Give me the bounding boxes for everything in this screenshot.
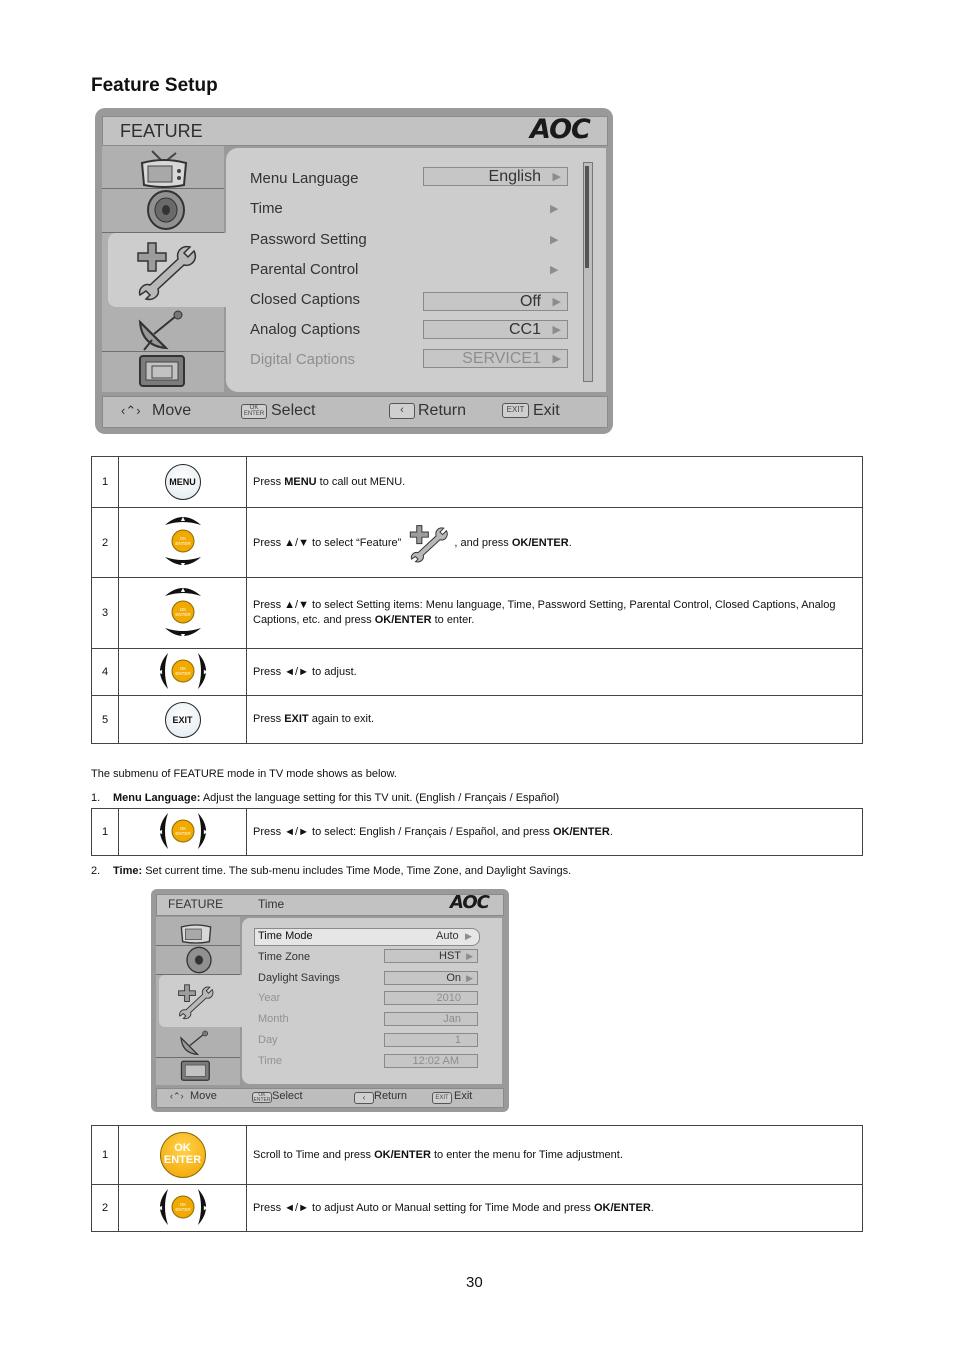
exit-key-icon: EXIT <box>502 403 529 418</box>
speaker-icon <box>138 189 188 231</box>
sidebar-item-channel[interactable] <box>156 1029 240 1058</box>
osd-title: FEATURE <box>120 121 203 141</box>
value-daylight-savings[interactable]: On ▶ <box>384 971 478 985</box>
pc-screen-icon <box>138 354 188 392</box>
sidebar-item-pc[interactable] <box>156 1058 240 1085</box>
sidebar-item-feature[interactable] <box>159 975 243 1027</box>
svg-text:ENTER: ENTER <box>174 830 191 836</box>
enter-key-icon: OK ENTER <box>241 404 267 419</box>
steps-table-3 <box>91 1125 863 1232</box>
menu-item-parental-control[interactable]: Parental Control <box>250 261 359 278</box>
tools-icon <box>175 982 217 1020</box>
ok-enter-button-icon: OK ENTER <box>160 1132 206 1178</box>
footer-select: Select <box>272 1090 303 1102</box>
aoc-logo: AOC <box>450 892 489 913</box>
osd-sidebar <box>102 146 224 392</box>
menu-scroll-thumb[interactable] <box>585 166 589 268</box>
menu-item-time[interactable]: Time <box>250 200 283 217</box>
svg-text:OK: OK <box>179 665 186 671</box>
value-time-mode[interactable]: Auto <box>436 930 459 942</box>
svg-text:▲: ▲ <box>179 586 186 594</box>
aoc-logo: AOC <box>530 114 590 145</box>
left-right-ok-pad-icon <box>152 811 214 851</box>
svg-text:OK: OK <box>179 1201 186 1207</box>
footer-return: Return <box>418 402 467 419</box>
left-right-ok-pad-icon <box>152 1187 214 1227</box>
right-arrow-icon: ▶ <box>466 973 473 983</box>
svg-text:►: ► <box>202 668 209 676</box>
svg-text:ENTER: ENTER <box>174 1206 191 1212</box>
table-row: 1 MENU Press MENU to call out MENU. <box>92 457 863 508</box>
right-arrow-icon: ▶ <box>552 171 561 183</box>
right-arrow-icon: ▶ <box>552 324 561 336</box>
osd2-subtitle: Time <box>258 897 285 911</box>
exit-button-icon: EXIT <box>165 702 201 738</box>
tv-icon <box>176 917 216 945</box>
return-key-icon: ‹ <box>354 1092 374 1104</box>
tools-icon <box>132 239 202 301</box>
item1-text: 1. Menu Language: Adjust the language setting for this TV unit. (English / Français / Español) <box>91 792 560 804</box>
footer-exit: Exit <box>533 402 560 419</box>
menu-item-time: Time <box>258 1055 283 1067</box>
right-arrow-icon: ▶ <box>550 264 559 276</box>
left-right-ok-pad-icon <box>152 651 214 691</box>
value-time: 12:02 AM <box>384 1054 478 1068</box>
pc-screen-icon <box>180 1060 212 1084</box>
table-row: 2 ◄ OK ENTER ► Press ◄/► to adjust Auto or Manual setting for Time Mode and press OK/ENTER. <box>92 1185 863 1232</box>
svg-text:ENTER: ENTER <box>174 670 191 676</box>
exit-key-icon: EXIT <box>432 1092 452 1104</box>
move-icon: ‹⌃› <box>170 1091 184 1101</box>
menu-item-digital-captions: Digital Captions <box>250 351 356 368</box>
menu-item-day: Day <box>258 1034 278 1046</box>
svg-text:►: ► <box>202 828 209 836</box>
table-row: 1 OK ENTER Scroll to Time and press OK/ENTER to enter the menu for Time adjustment. <box>92 1126 863 1185</box>
right-arrow-icon: ▶ <box>550 234 559 246</box>
value-digital-captions: SERVICE1 ▶ <box>423 349 568 368</box>
value-analog-captions[interactable]: CC1 ▶ <box>423 320 568 339</box>
value-closed-captions[interactable]: Off ▶ <box>423 292 568 311</box>
right-arrow-icon: ▶ <box>465 931 472 941</box>
return-key-icon: ‹ <box>389 403 415 419</box>
enter-key-icon: OK ENTER <box>253 1092 271 1103</box>
osd2-sidebar <box>156 917 240 1085</box>
value-month: Jan <box>384 1012 478 1026</box>
page-number: 30 <box>466 1274 483 1291</box>
sidebar-item-picture[interactable] <box>156 917 240 946</box>
svg-text:OK: OK <box>179 606 186 612</box>
value-menu-language[interactable]: English ▶ <box>423 167 568 186</box>
page-heading: Feature Setup <box>91 75 218 96</box>
table-row: 5 EXIT Press EXIT again to exit. <box>92 696 863 744</box>
value-time-zone[interactable]: HST ▶ <box>384 949 478 963</box>
svg-text:ENTER: ENTER <box>174 611 191 617</box>
svg-text:▼: ▼ <box>179 562 186 569</box>
up-down-ok-pad-icon <box>163 511 203 571</box>
svg-text:►: ► <box>202 1204 209 1212</box>
sidebar-item-channel[interactable] <box>102 308 224 352</box>
menu-item-daylight-savings[interactable]: Daylight Savings <box>258 972 340 984</box>
tv-icon <box>134 149 194 189</box>
svg-text:◄: ◄ <box>156 828 163 836</box>
footer-exit: Exit <box>454 1090 473 1102</box>
steps-table-1 <box>91 456 863 744</box>
right-arrow-icon: ▶ <box>552 353 561 365</box>
menu-item-year: Year <box>258 992 281 1004</box>
tools-icon <box>406 523 452 563</box>
table-row: 1 ◄ OK ENTER ► Press ◄/► to select: English / Français / Español, and press OK/ENTER. <box>92 809 863 856</box>
menu-item-time-mode[interactable]: Time Mode <box>258 930 313 942</box>
table-row: 3 ▲ OK ENTER ▼ Press ▲/▼ to select Setting items: Menu language, Time, Password Setting, Parental Control, Closed Captions, Analog Captions, etc. and press OK/ENTER to enter. <box>92 578 863 649</box>
footer-move: Move <box>190 1090 217 1102</box>
menu-item-closed-captions[interactable]: Closed Captions <box>250 291 361 308</box>
svg-text:◄: ◄ <box>156 668 163 676</box>
osd2-title: FEATURE <box>168 897 224 911</box>
intro-text: The submenu of FEATURE mode in TV mode shows as below. <box>91 768 397 780</box>
footer-return: Return <box>374 1090 408 1102</box>
footer-select: Select <box>271 402 316 419</box>
menu-item-month: Month <box>258 1013 289 1025</box>
value-day: 1 <box>384 1033 478 1047</box>
svg-text:OK: OK <box>179 536 186 541</box>
right-arrow-icon: ▶ <box>550 203 559 215</box>
steps-table-2 <box>91 808 863 856</box>
menu-item-analog-captions[interactable]: Analog Captions <box>250 321 361 338</box>
menu-button-icon: MENU <box>165 464 201 500</box>
sidebar-item-pc[interactable] <box>102 352 224 392</box>
menu-item-password-setting[interactable]: Password Setting <box>250 231 367 248</box>
svg-text:OK: OK <box>179 825 186 831</box>
svg-text:◄: ◄ <box>156 1204 163 1212</box>
table-row: 4 ◄ OK ENTER ► Press ◄/► to adjust. <box>92 649 863 696</box>
table-row: 2 ▲ OK ENTER ▼ Press ▲/▼ to select “Feature” , and press OK/ENTER. <box>92 508 863 578</box>
svg-text:ENTER: ENTER <box>174 541 191 546</box>
menu-item-time-zone[interactable]: Time Zone <box>258 951 311 963</box>
svg-text:▲: ▲ <box>179 516 186 523</box>
satellite-icon <box>176 1029 214 1057</box>
sidebar-item-picture[interactable] <box>102 146 224 189</box>
svg-text:▼: ▼ <box>179 632 186 640</box>
value-year: 2010 <box>384 991 478 1005</box>
footer-move: Move <box>152 402 192 419</box>
satellite-icon <box>132 308 192 352</box>
sidebar-item-audio[interactable] <box>102 189 224 233</box>
right-arrow-icon: ▶ <box>552 296 561 308</box>
item2-text: 2. Time: Set current time. The sub-menu includes Time Mode, Time Zone, and Daylight Savings. <box>91 865 572 877</box>
sidebar-item-feature[interactable] <box>108 233 232 307</box>
menu-item-menu-language[interactable]: Menu Language <box>250 170 359 187</box>
speaker-icon <box>180 946 214 974</box>
right-arrow-icon: ▶ <box>466 951 473 961</box>
up-down-ok-pad-icon <box>163 582 203 642</box>
sidebar-item-audio[interactable] <box>156 946 240 975</box>
move-icon: ‹⌃› <box>121 403 141 418</box>
